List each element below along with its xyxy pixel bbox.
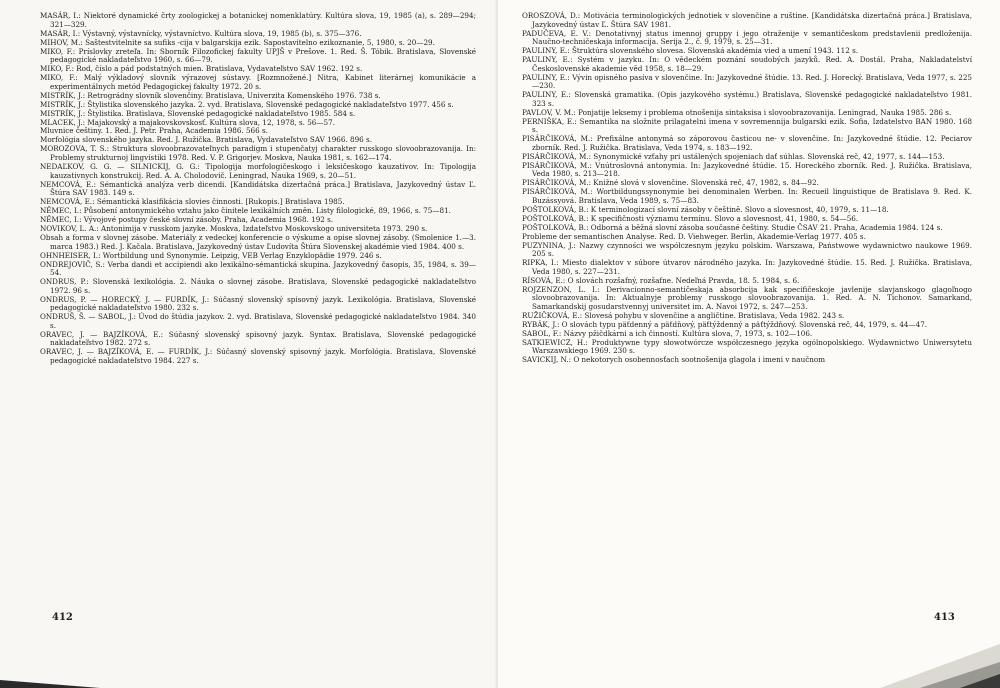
- right-page: [498, 0, 1000, 688]
- bibliography-entry: Mluvnice češtiny. 1. Red. J. Petr. Praha, Academia 1986. 566 s.: [40, 126, 268, 136]
- bibliography-entry: PAULINY, E.: Slovenská gramatika. (Opis jazykového systému.) Bratislava, Slovenské pedagogické nakladateľstvo 1981. 323 s.: [522, 90, 972, 108]
- page-number-right: 413: [934, 612, 955, 623]
- bibliography-entry: MIHOV, M.: Saštestvitelnite sa sufiks -cija v balgarskija ezik. Sapostavitelno ezikoznanie, 5, 1980, s. 20—29.: [40, 37, 435, 47]
- bibliography-entry: RUŽIČKOVÁ, E.: Slovesá pohybu v slovenčine a angličtine. Bratislava, Veda 1982. 243 s.: [522, 310, 845, 320]
- bibliography-entry: PISÁRČIKOVÁ, M.: Prefixálne antonymá so záporovou časticou ne- v slovenčine. In: Jazykovedné štúdie. 12. Peciarov zborník. Red. J. Ružička. Bratislava, Veda 1974, s. 183—192.: [522, 134, 972, 152]
- bibliography-entry: MIKO, F.: Príslovky zreteľa. In: Sborník Filozofickej fakulty UPJŠ v Prešove. 1. Red. Š. Tóbik. Bratislava, Slovenské pedagogické nakladateľstvo 1960, s. 66—79.: [40, 46, 476, 65]
- bibliography-entry: NOVIKOV, L. A.: Antonimija v russkom jazyke. Moskva, Izdateľstvo Moskovskogo universiteta 1973. 290 s.: [40, 224, 428, 233]
- bibliography-entry: MISTRÍK, J.: Retrográdny slovník slovenčiny. Bratislava, Univerzita Komenského 1976. 738 s.: [40, 90, 381, 100]
- bibliography-entry: PAULINY, E.: Systém v jazyku. In: O vědeckém poznání soudobých jazyků. Red. A. Dostál. Praha, Nakladatelství Československé akademie věd 1958, s. 18—29.: [522, 55, 972, 73]
- bibliography-entry: Obsah a forma v slovnej zásobe. Materiály z vedeckej konferencie o výskume a opise slovnej zásoby. (Smolenice 1.—3. marca 1983.) Red. J. Kačala. Bratislava, Jazykovedný ústav Ľudovíta Štúra Slovenskej akadémie vied 1984. 400 s.: [40, 232, 476, 251]
- bibliography-entry: MLACEK, J.: Majakovský a majakovskovskosť. Kultúra slova, 12, 1978, s. 56—57.: [40, 117, 335, 127]
- bibliography-entry: OHNHEISER, I.: Wortbildung und Synonymie. Leipzig, VEB Verlag Enzyklopädie 1979. 246 s.: [40, 250, 382, 260]
- bibliography-entry: PISÁRČIKOVÁ, M.: Synonymické vzťahy pri ustálených spojeniach dať súhlas. Slovenská reč, 42, 1977, s. 144—153.: [522, 151, 945, 161]
- bibliography-entry: ONDREJOVIČ, S.: Verba dandi et accipiendi ako lexikálno-sémantická skupina. Jazykovedný časopis, 35, 1984, s. 39—54.: [40, 259, 476, 278]
- page-edge-shadow: [0, 658, 120, 688]
- bibliography-entry: SAVICKIJ, N.: O nekotorych osobennosťach sootnošenija glagola i imeni v naučnom: [522, 355, 826, 365]
- bibliography-entry: PAVLOV, V. M.: Ponjatije leksemy i problema otnošenija sintaksisa i slovoobrazovanija. Leningrad, Nauka 1985. 286 s.: [522, 107, 952, 117]
- bibliography-entry: MISTRÍK, J.: Štylistika. Bratislava, Slovenské pedagogické nakladateľstvo 1985. 584 s.: [40, 108, 356, 118]
- bibliography-entry: PAULINY, E.: Štruktúra slovenského slovesa. Slovenská akadémia vied a umení 1943. 112 s.: [522, 46, 859, 56]
- bibliography-list-right: [522, 12, 972, 365]
- bibliography-entry: ORAVEC, J. — BAJZÍKOVÁ, E. — FURDÍK, J.: Súčasný slovenský spisovný jazyk. Morfológia. Bratislava, Slovenské pedagogické nakladateľstvo 1984. 227 s.: [40, 347, 476, 365]
- bibliography-entry: NEMCOVÁ, E.: Sémantická klasifikácia slovies činnosti. [Rukopis.] Bratislava 1985.: [40, 197, 345, 207]
- bibliography-entry: ONDRUS, P. — HORECKÝ, J. — FURDÍK, J.: Súčasný slovenský spisovný jazyk. Lexikológia. Bratislava, Slovenské pedagogické nakladateľstvo 1980. 232 s.: [40, 294, 476, 313]
- left-page: [0, 0, 498, 688]
- bibliography-entry: ROJZENZON, L. I.: Derivacionno-semantičeskaja absorbcija kak specifičeskoje javlenije slavjanskogo glagoľnogo slovoobrazovanija. In: Aktualnyje problemy russkogo slovoobrazovanija. 1. Red. A. N. Tichonov. Samarkand, Samarkandskij gosudarstvennyj universitet im. A. Navoi 1972, s. 247—253.: [522, 284, 972, 311]
- bibliography-entry: PISÁRČIKOVÁ, M.: Vnútroslovná antonymia. In: Jazykovedné štúdie. 15. Horeckého zborník. Red. J. Ružička. Bratislava, Veda 1980, s. 213—218.: [522, 160, 972, 179]
- bibliography-list-left: [40, 12, 476, 366]
- bibliography-entry: SATKIEWICZ, H.: Produktywne typy słowotwórcze współczesnego języka ogólnopolskiego. Wydawnictwo Uniwersytetu Warszawskiego 1969. 230 s.: [522, 337, 972, 356]
- bibliography-entry: OROSZOVÁ, D.: Motivácia terminologických jednotiek v slovenčine a ruštine. [Kandidátska dizertačná práca.] Bratislava, Jazykovedný ústav Ľ. Štúra SAV 1981.: [522, 11, 972, 29]
- bibliography-entry: PUZYNINA, J.: Nazwy czynności we współczesnym języku polskim. Warszawa, Państwowe wydawnictwo naukowe 1969. 205 s.: [522, 240, 972, 259]
- bibliography-entry: POŠTOLKOVÁ, B.: Odborná a běžná slovní zásoba současné češtiny. Studie ČSAV 21. Praha, Academia 1984. 124 s.: [522, 222, 943, 232]
- bibliography-entry: PERNIŠKA, E.: Semantika na složnite prilagatelni imena v sovremennija bulgarski ezik. Sofia, Izdatelstvo BAN 1980. 168 s.: [522, 116, 972, 135]
- bibliography-entry: PISÁRČIKOVÁ, M.: Knižné slová v slovenčine. Slovenská reč, 47, 1982, s. 84—92.: [522, 178, 819, 188]
- bibliography-entry: RYBÁK, J.: O slovách typu päťdenný a päťdňový, päťtýždenný a päťtýždňový. Slovenská reč, 44, 1979, s. 44—47.: [522, 319, 928, 329]
- bibliography-entry: SABOL, F.: Názvy pžičdkárni a ich činností. Kultúra slova, 7, 1973, s. 102—106.: [522, 328, 813, 338]
- bibliography-entry: PAULINY, E.: Vývin opisného pasíva v slovenčine. In: Jazykovedné štúdie. 13. Red. J. Horecký. Bratislava, Veda 1977, s. 225—230.: [522, 72, 972, 91]
- bibliography-entry: ONDRUŠ, Š. — SABOL, J.: Úvod do štúdia jazykov. 2. vyd. Bratislava, Slovenské pedagogické nakladateľstvo 1984. 340 s.: [40, 312, 476, 330]
- bibliography-entry: NEDAĽKOV, G. G. — SILNICKIJ, G. G.: Tipologija morfologičeskogo i leksičeskogo kauzativov. In: Tipologija kauzativnych konstrukcij. Red. A. A. Cholodovič. Leningrad, Nauka 1969, s. 20—51.: [40, 161, 476, 180]
- bibliography-entry: ONDRUS, P.: Slovenská lexikológia. 2. Náuka o slovnej zásobe. Bratislava, Slovenské pedagogické nakladateľstvo 1972. 96 s.: [40, 277, 476, 295]
- bibliography-entry: MIKO, F.: Malý výkladový slovník výrazovej sústavy. [Rozmnožené.] Nitra, Kabinet literárnej komunikácie a experimentálnych metód Pedagogickej fakulty 1972. 20 s.: [40, 73, 476, 91]
- bibliography-entry: PADUČEVA, E. V.: Denotativnyj status imennoj gruppy i jego otraženije v semantičeskom predstavlenii predloženija. Naučno-techničeskaja informacija. Serija 2., č. 9, 1979, s. 25—31.: [522, 28, 972, 47]
- bibliography-entry: NEMCOVÁ, E.: Sémantická analýza verb dicendi. [Kandidátska dizertačná práca.] Bratislava, Jazykovedný ústav Ľ. Štúra SAV 1983. 149 s.: [40, 179, 476, 198]
- page-corner-curl: [860, 628, 1000, 688]
- bibliography-entry: MOROZOVA, T. S.: Struktura slovoobrazovateľnych paradigm i stupenčatyj charakter russkogo slovoobrazovanija. In: Problemy strukturnoj lingvistiki 1978. Red. V. P. Grigorjev. Moskva, Nauka 1981, s. 162—174.: [40, 144, 476, 162]
- page-number-left: 412: [52, 612, 73, 623]
- bibliography-entry: Probleme der semantischen Analyse. Red. D. Viehweger. Berlin, Akademie-Verlag 1977. 405 s.: [522, 231, 866, 241]
- bibliography-entry: PISÁRČIKOVÁ, M.: Wortbildungssynonymie bei denominalen Werben. In: Recueil linguistique de Bratislava 9. Red. K. Buzássyová. Bratislava, Veda 1989, s. 75—83.: [522, 187, 972, 205]
- bibliography-entry: ORAVEC, J. — BAJZÍKOVÁ, E.: Súčasný slovenský spisovný jazyk. Syntax. Bratislava, Slovenské pedagogické nakladateľstvo 1982. 272 s.: [40, 329, 476, 348]
- bibliography-entry: MASÁR, I.: Výstavný, výstavnícky, výstavníctvo. Kultúra slova, 19, 1985 (b), s. 375—376.: [40, 28, 362, 38]
- bibliography-entry: MIKO, F.: Rod, číslo a pád podstatných mien. Bratislava, Vydavateľstvo SAV 1962. 192 s.: [40, 64, 363, 74]
- bibliography-entry: MISTRÍK, J.: Štylistika slovenského jazyka. 2. vyd. Bratislava, Slovenské pedagogické nakladateľstvo 1977. 456 s.: [40, 99, 454, 109]
- bibliography-entry: NĚMEC, I.: Působení antonymického vztahu jako činitele lexikálních změn. Listy filologické, 89, 1966, s. 75—81.: [40, 206, 451, 216]
- bibliography-entry: RIPKA, I.: Miesto dialektov v súbore útvarov národného jazyka. In: Jazykovedné štúdie. 15. Red. J. Ružička. Bratislava, Veda 1980, s. 227—231.: [522, 258, 972, 276]
- bibliography-entry: POŠTOLKOVÁ, B.: K terminologizací slovní zásoby v češtině. Slovo a slovesnost, 40, 1979, s. 11—18.: [522, 204, 889, 214]
- bibliography-entry: Morfológia slovenského jazyka. Red. J. Ružička. Bratislava, Vydavateľstvo SAV 1966. 896 s.: [40, 135, 372, 145]
- bibliography-entry: POŠTOLKOVÁ, B.: K specifičnosti významu termínu. Slovo a slovesnost, 41, 1980, s. 54—56.: [522, 213, 859, 223]
- bibliography-entry: RÍSOVÁ, E.: O slovách rozšafný, rozšafne. Nedeľná Pravda, 18. 5. 1984, s. 6.: [522, 275, 800, 285]
- bibliography-entry: NĚMEC, I.: Vývojové postupy české slovní zásoby. Praha, Academia 1968. 192 s.: [40, 215, 334, 225]
- bibliography-entry: MASÁR, I.: Niektoré dynamické črty zoologickej a botanickej nomenklatúry. Kultúra slova, 19, 1985 (a), s. 289—294; 321—329.: [40, 11, 476, 29]
